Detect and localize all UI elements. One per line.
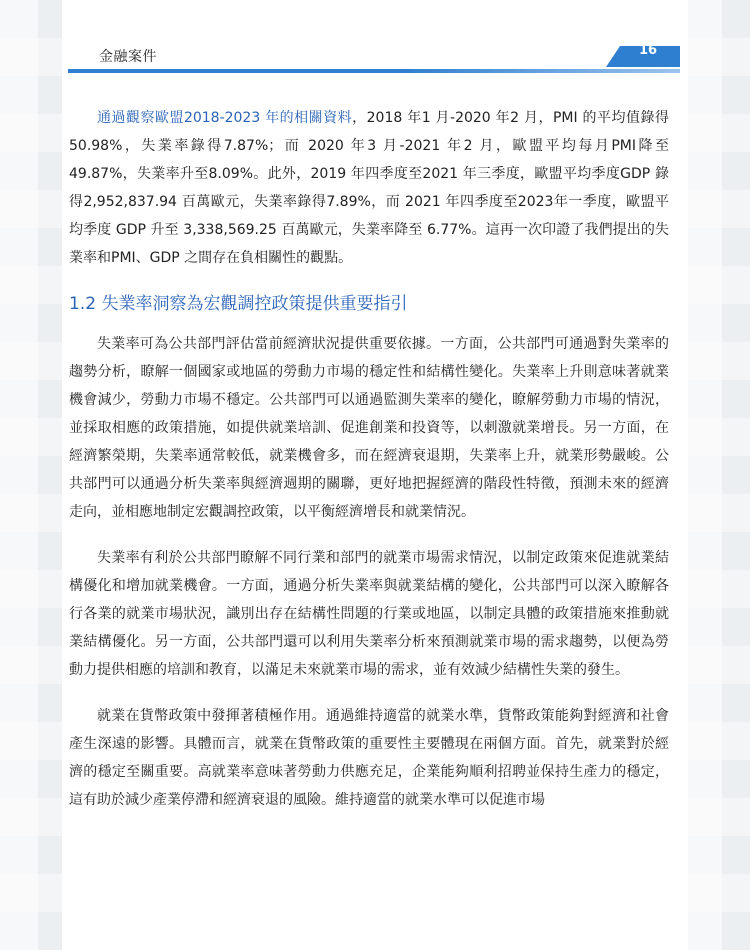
paragraph-1-highlight: 通過觀察歐盟2018-2023 年的相關資料 [97,110,353,126]
section-heading: 1.2 失業率洞察為宏觀調控政策提供重要指引 [69,294,408,314]
page-number: 16 [638,43,658,58]
paragraph-3: 失業率有利於公共部門瞭解不同行業和部門的就業市場需求情況，以制定政策來促進就業結構優化和增加就業機會。一方面，通過分析失業率與就業結構的變化，公共部門可以深入瞭解各行各業的就業市場狀況，識別出存在結構性問題的行業或地區，以制定具體的政策措施來推動就業結構優化。另一方面，公共部門還可以利用失業率分析來預測就業市場的需求趨勢，以便為勞動力提供相應的培訓和教育，以滿足未來就業市場的需求，並有效減少結構性失業的發生。 [69,550,669,678]
document-body [69,104,669,814]
document-title: 金融案件 [99,49,157,65]
paragraph-1 [69,104,669,272]
paragraph-4: 就業在貨幣政策中發揮著積極作用。通過維持適當的就業水準，貨幣政策能夠對經濟和社會產生深遠的影響。具體而言，就業在貨幣政策的重要性主要體現在兩個方面。首先，就業對於經濟的穩定至關重要。高就業率意味著勞動力供應充足，企業能夠順利招聘並保持生產力的穩定，這有助於減少產業停滯和經濟衰退的風險。維持適當的就業水準可以促進市場 [69,708,669,808]
header-divider [68,69,680,73]
page-header [68,40,680,76]
paragraph-2: 失業率可為公共部門評估當前經濟狀況提供重要依據。一方面，公共部門可通過對失業率的趨勢分析，瞭解一個國家或地區的勞動力市場的穩定性和結構性變化。失業率上升則意味著就業機會減少，勞動力市場不穩定。公共部門可以通過監測失業率的變化，瞭解勞動力市場的情況，並採取相應的政策措施，如提供就業培訓、促進創業和投資等，以刺激就業增長。另一方面，在經濟繁榮期，失業率通常較低，就業機會多，而在經濟衰退期，失業率上升，就業形勢嚴峻。公共部門可以通過分析失業率與經濟週期的關聯，更好地把握經濟的階段性特徵，預測未來的經濟走向，並相應地制定宏觀調控政策，以平衡經濟增長和就業情況。 [69,336,669,520]
paragraph-1-text: ，2018 年1 月-2020 年2 月，PMI 的平均值錄得50.98%，失業率錄得7.87%；而 2020 年3 月-2021 年2 月，歐盟平均每月PMI降至49.87%，失業率升至8.09%。此外，2019 年四季度至2021 年三季度，歐盟平均季度GDP 錄得2,952,837.94 百萬歐元，失業率錄得7.89%，而 2021 年四季度至2023年一季度，歐盟平均季度 GDP 升至 3,338,569.25 百萬歐元，失業率降至 6.77%。這再一次印證了我們提出的失業率和PMI、GDP 之間存在負相關性的觀點。 [69,110,670,266]
